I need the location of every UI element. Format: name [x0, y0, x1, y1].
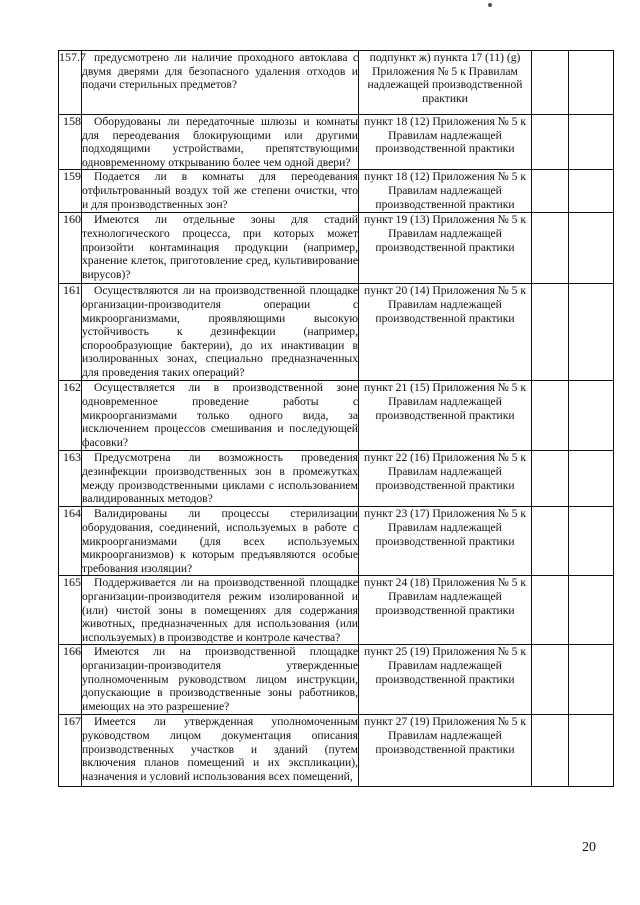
- row-note-cell: [569, 576, 614, 645]
- table-row: [59, 451, 614, 507]
- row-answer-cell: [532, 284, 569, 381]
- row-question: Имеется ли утвержденная уполномоченным руководством лицом документация описания производственных участков и зданий (путем включения планов помещений и их экспликации), назначения и условий использования всех помещений,: [82, 715, 359, 787]
- row-reference: пункт 25 (19) Приложения № 5 к Правилам надлежащей производственной практики: [359, 645, 532, 715]
- table-row: [59, 51, 614, 115]
- row-answer-cell: [532, 51, 569, 115]
- row-question: Имеются ли на производственной площадке организации-производителя утвержденные уполномоченным руководством лицом инструкции, допускающие в производственные зоны работников, имеющих на это разрешение?: [82, 645, 359, 715]
- row-question: предусмотрено ли наличие проходного автоклава с двумя дверями для безопасного удаления отходов и подачи стерильных предметов?: [82, 51, 359, 115]
- row-number: 159: [59, 170, 82, 213]
- table-row: [59, 645, 614, 715]
- page-number: 20: [582, 840, 596, 855]
- table-row: [59, 213, 614, 284]
- row-reference: пункт 27 (19) Приложения № 5 к Правилам надлежащей производственной практики: [359, 715, 532, 787]
- row-number: 164: [59, 507, 82, 576]
- row-number: 165: [59, 576, 82, 645]
- row-answer-cell: [532, 715, 569, 787]
- row-note-cell: [569, 284, 614, 381]
- row-note-cell: [569, 51, 614, 115]
- table-row: [59, 170, 614, 213]
- row-note-cell: [569, 645, 614, 715]
- table-row: [59, 284, 614, 381]
- row-question: Имеются ли отдельные зоны для стадий технологического процесса, при которых может произойти контаминация продукции (например, хранение клеток, приготовление сред, культивирование вирусов)?: [82, 213, 359, 284]
- table-row: [59, 507, 614, 576]
- row-note-cell: [569, 381, 614, 451]
- row-number: 160: [59, 213, 82, 284]
- row-note-cell: [569, 715, 614, 787]
- row-reference: пункт 19 (13) Приложения № 5 к Правилам надлежащей производственной практики: [359, 213, 532, 284]
- row-answer-cell: [532, 645, 569, 715]
- row-reference: пункт 22 (16) Приложения № 5 к Правилам надлежащей производственной практики: [359, 451, 532, 507]
- table-row: [59, 115, 614, 170]
- row-number: 161: [59, 284, 82, 381]
- row-reference: пункт 21 (15) Приложения № 5 к Правилам надлежащей производственной практики: [359, 381, 532, 451]
- row-number: 162: [59, 381, 82, 451]
- row-note-cell: [569, 507, 614, 576]
- row-answer-cell: [532, 170, 569, 213]
- row-number: 163: [59, 451, 82, 507]
- row-note-cell: [569, 115, 614, 170]
- row-question: Осуществляются ли на производственной площадке организации-производителя операции с микроорганизмами, проявляющими высокую устойчивость к дезинфекции (например, спорообразующие бактерии), до их инактивации в изолированных зонах, специально предназначенных для проведения таких операций?: [82, 284, 358, 379]
- row-answer-cell: [532, 115, 569, 170]
- row-number: 158: [59, 115, 82, 170]
- row-reference: подпункт ж) пункта 17 (11) (g) Приложения № 5 к Правилам надлежащей производственной практики: [359, 51, 532, 115]
- row-reference: пункт 23 (17) Приложения № 5 к Правилам надлежащей производственной практики: [359, 507, 532, 576]
- row-number: 157.7: [59, 51, 82, 115]
- row-reference: пункт 24 (18) Приложения № 5 к Правилам надлежащей производственной практики: [359, 576, 532, 645]
- row-note-cell: [569, 213, 614, 284]
- row-reference: пункт 18 (12) Приложения № 5 к Правилам надлежащей производственной практики: [359, 170, 532, 213]
- row-number: 166: [59, 645, 82, 715]
- row-question: Подается ли в комнаты для переодевания отфильтрованный воздух той же степени очистки, что и для производственных зон?: [82, 170, 359, 213]
- row-answer-cell: [532, 381, 569, 451]
- checklist-table: [58, 50, 614, 787]
- table-row: [59, 715, 614, 787]
- row-question: Осуществляется ли в производственной зоне одновременное проведение работы с микроорганизмами только одного вида, за исключением процессов смешивания и последующей фасовки?: [82, 381, 359, 451]
- row-answer-cell: [532, 576, 569, 645]
- row-note-cell: [569, 451, 614, 507]
- row-question: Валидированы ли процессы стерилизации оборудования, соединений, используемых в работе с микроорганизмами (для всех используемых микроорганизмов) к которым предъявляются особые требования изоляции?: [82, 507, 358, 575]
- row-question: Оборудованы ли передаточные шлюзы и комнаты для переодевания блокирующими или другими подходящими устройствами, препятствующими одновременному открыванию более чем одной двери?: [82, 115, 358, 169]
- row-question: Поддерживается ли на производственной площадке организации-производителя режим изолированной и (или) чистой зоны в помещениях для содержания животных, предназначенных для использования (или используемых) в производстве и контроле качества?: [82, 576, 358, 644]
- row-answer-cell: [532, 213, 569, 284]
- row-question: Предусмотрена ли возможность проведения дезинфекции производственных зон в промежутках между производственными циклами с использованием валидированных методов?: [82, 451, 358, 506]
- table-row: [59, 576, 614, 645]
- row-answer-cell: [532, 507, 569, 576]
- row-number: 167: [59, 715, 82, 787]
- table-row: [59, 381, 614, 451]
- row-reference: пункт 20 (14) Приложения № 5 к Правилам надлежащей производственной практики: [359, 284, 532, 381]
- scan-mark: [488, 3, 492, 7]
- row-note-cell: [569, 170, 614, 213]
- row-reference: пункт 18 (12) Приложения № 5 к Правилам надлежащей производственной практики: [359, 115, 532, 170]
- row-answer-cell: [532, 451, 569, 507]
